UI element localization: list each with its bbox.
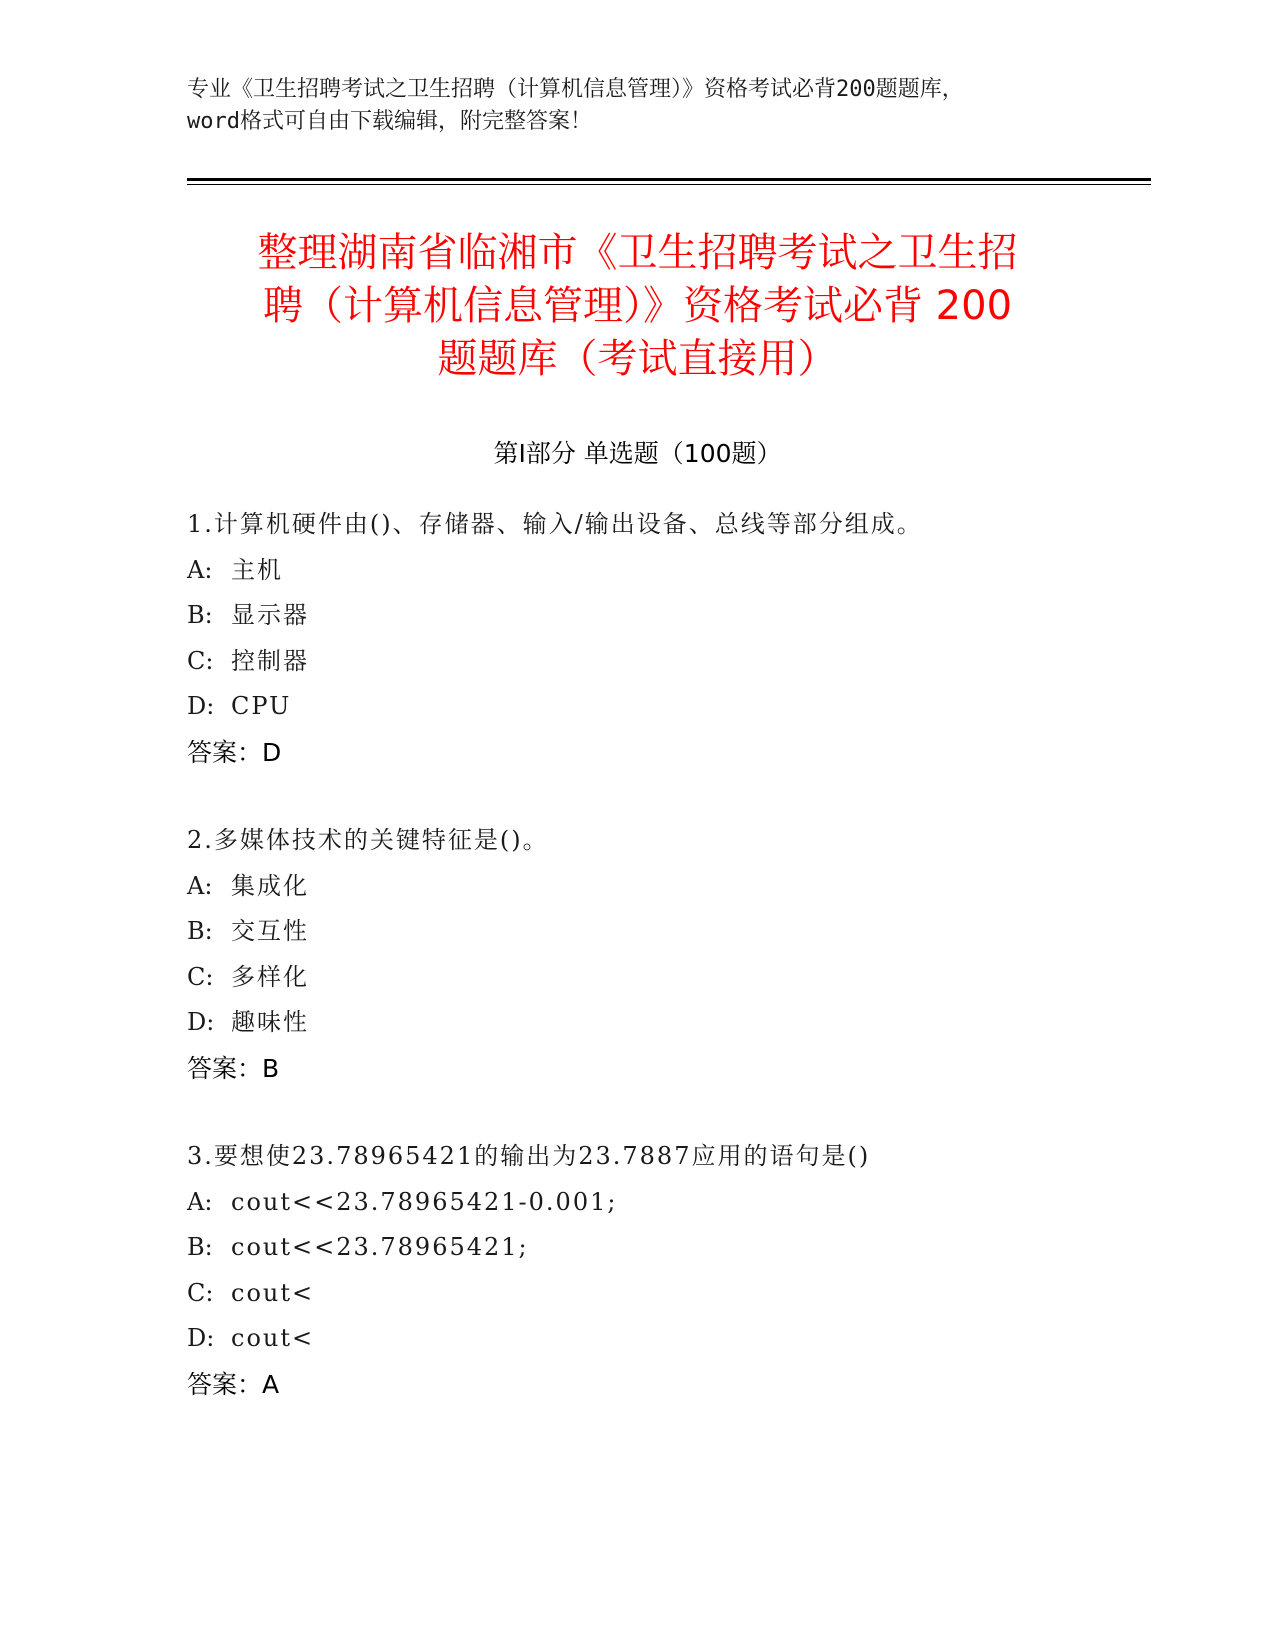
option-label: C: [187,1278,214,1307]
question-1 [187,502,1147,775]
document-title [150,227,1125,386]
option-text: 交互性 [231,917,309,945]
option-text: cout< [231,1324,315,1352]
question-answer: 答案：A [187,1369,280,1399]
question-stem: 3.要想使23.78965421的输出为23.7887应用的语句是() [187,1142,871,1170]
option-b [187,1225,1147,1271]
option-c [187,639,1147,685]
question-answer: 答案：B [187,1053,280,1083]
option-text: cout<<23.78965421; [231,1233,529,1261]
option-label: B: [187,917,213,945]
option-text: cout< [231,1278,315,1307]
option-a [187,548,1147,594]
option-d [187,1000,1147,1046]
option-d [187,1316,1147,1362]
header-divider-thin [187,184,1151,185]
option-label: A: [187,1187,213,1216]
option-text: 主机 [231,555,283,584]
section-title: 第Ⅰ部分 单选题（100题） [493,439,782,468]
option-label: A: [187,555,213,584]
option-text: cout<<23.78965421-0.001; [231,1187,618,1216]
option-d [187,684,1147,730]
option-c [187,1271,1147,1317]
option-label: D: [187,692,215,720]
option-label: C: [187,962,214,991]
option-text: 趣味性 [231,1008,309,1036]
option-b [187,909,1147,955]
option-label: A: [187,871,213,900]
option-label: C: [187,646,214,675]
option-a [187,864,1147,910]
option-text: 显示器 [231,601,309,629]
question-3 [187,1134,1147,1407]
option-label: D: [187,1324,215,1352]
option-c [187,955,1147,1001]
document-title-line-2: 聘（计算机信息管理）》资格考试必背 200 [262,283,1013,329]
option-label: B: [187,1233,213,1261]
document-title-line-1: 整理湖南省临湘市《卫生招聘考试之卫生招 [257,230,1018,276]
question-stem: 1.计算机硬件由()、存储器、输入/输出设备、总线等部分组成。 [187,510,923,538]
option-label: D: [187,1008,215,1036]
header-note-line-2: word格式可自由下载编辑，附完整答案！ [187,109,592,134]
header-note [187,74,1087,138]
option-text: 控制器 [231,646,309,675]
option-label: B: [187,601,213,629]
question-answer: 答案：D [187,737,282,767]
header-divider-thick [187,178,1151,181]
question-stem: 2.多媒体技术的关键特征是()。 [187,826,549,854]
document-title-line-3: 题题库（考试直接用） [437,336,838,382]
question-2 [187,818,1147,1091]
option-text: 多样化 [231,962,309,991]
option-text: 集成化 [231,871,309,900]
option-text: CPU [231,692,292,720]
option-b [187,593,1147,639]
header-note-line-1: 专业《卫生招聘考试之卫生招聘（计算机信息管理）》资格考试必背200题题库， [187,77,964,102]
option-a [187,1180,1147,1226]
